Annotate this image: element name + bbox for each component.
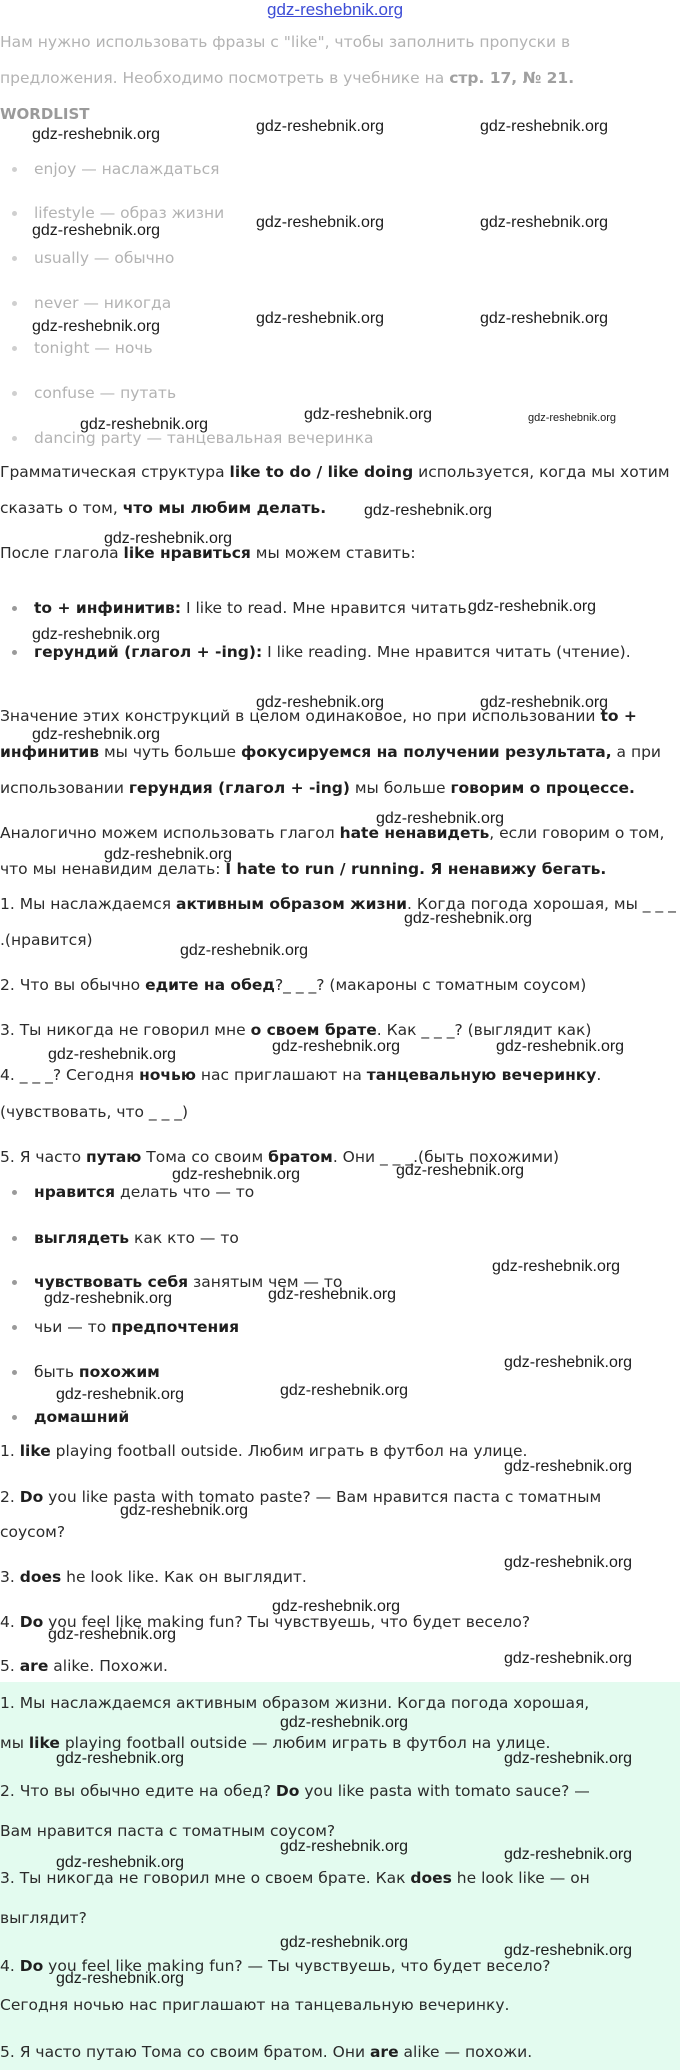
wordlist-item: lifestyle — образ жизни (34, 204, 225, 222)
grammar-bullet: герундий (глагол + -ing): I like reading. Мне нравится читать (чтение). (34, 643, 631, 661)
watermark: gdz-reshebnik.org (528, 412, 617, 424)
answer-line: Вам нравится паста с томатным соусом? (0, 1822, 336, 1840)
watermark: gdz-reshebnik.org (32, 726, 161, 743)
watermark: gdz-reshebnik.org (32, 318, 161, 335)
watermark: gdz-reshebnik.org (504, 1354, 633, 1371)
watermark: gdz-reshebnik.org (56, 1854, 185, 1871)
grammar-line: использовании герундия (глагол + -ing) мы больше говорим о процессе. (0, 779, 635, 797)
wordlist-item: usually — обычно (34, 249, 175, 267)
watermark: gdz-reshebnik.org (492, 1258, 621, 1275)
task-line: .(нравится) (0, 931, 93, 949)
watermark: gdz-reshebnik.org (120, 1502, 249, 1519)
watermark: gdz-reshebnik.org (504, 1458, 633, 1475)
task-line: 1. Мы наслаждаемся активным образом жизни. Когда погода хорошая, мы _ _ _ (0, 895, 676, 913)
watermark: gdz-reshebnik.org (280, 1714, 409, 1731)
watermark: gdz-reshebnik.org (280, 1382, 409, 1399)
watermark: gdz-reshebnik.org (268, 1286, 397, 1303)
wordlist-title: WORDLIST (0, 105, 90, 123)
answer-line: мы like playing football outside — любим играть в футбол на улице. (0, 1734, 551, 1752)
solution-line: 5. are alike. Похожи. (0, 1657, 168, 1675)
watermark: gdz-reshebnik.org (480, 694, 609, 711)
watermark: gdz-reshebnik.org (272, 1038, 401, 1055)
answer-line: 1. Мы наслаждаемся активным образом жизни. Когда погода хорошая, (0, 1694, 590, 1712)
solution-line: 1. like playing football outside. Любим играть в футбол на улице. (0, 1442, 528, 1460)
watermark: gdz-reshebnik.org (56, 1750, 185, 1767)
watermark: gdz-reshebnik.org (180, 942, 309, 959)
task-line: (чувствовать, что _ _ _) (0, 1103, 189, 1121)
solution-line: соусом? (0, 1523, 66, 1541)
watermark: gdz-reshebnik.org (80, 416, 209, 433)
answer-line: 4. Do you feel like making fun? — Ты чувствуешь, что будет весело? (0, 1957, 551, 1975)
watermark: gdz-reshebnik.org (32, 126, 161, 143)
watermark: gdz-reshebnik.org (256, 694, 385, 711)
intro-line-2: предложения. Необходимо посмотреть в учебнике на стр. 17, № 21. (0, 69, 575, 87)
watermark: gdz-reshebnik.org (496, 1038, 625, 1055)
task-line: 5. Я часто путаю Тома со своим братом. Они _ _ _.(быть похожими) (0, 1148, 560, 1166)
vocab-item: выглядеть как кто — то (34, 1229, 239, 1247)
answer-line: Сегодня ночью нас приглашают на танцевальную вечеринку. (0, 1996, 510, 2014)
site-link[interactable]: gdz-reshebnik.org (267, 0, 404, 19)
watermark: gdz-reshebnik.org (468, 598, 597, 615)
watermark: gdz-reshebnik.org (280, 1934, 409, 1951)
grammar-bullet: to + инфинитив: I like to read. Мне нравится читать. (34, 599, 472, 617)
watermark: gdz-reshebnik.org (48, 1046, 177, 1063)
wordlist-item: enjoy — наслаждаться (34, 160, 220, 178)
grammar-line: что мы ненавидим делать: I hate to run / running. Я ненавижу бегать. (0, 860, 607, 878)
watermark: gdz-reshebnik.org (256, 310, 385, 327)
wordlist-item: confuse — путать (34, 384, 177, 402)
grammar-line: сказать о том, что мы любим делать. (0, 499, 327, 517)
grammar-line: Грамматическая структура like to do / like doing используется, когда мы хотим (0, 463, 670, 481)
watermark: gdz-reshebnik.org (504, 1554, 633, 1571)
watermark: gdz-reshebnik.org (56, 1386, 185, 1403)
vocab-item: чьи — то предпочтения (34, 1318, 240, 1336)
vocab-item: быть похожим (34, 1363, 160, 1381)
wordlist-item: never — никогда (34, 294, 172, 312)
vocab-item: нравится делать что — то (34, 1183, 255, 1201)
watermark: gdz-reshebnik.org (32, 222, 161, 239)
watermark: gdz-reshebnik.org (504, 1846, 633, 1863)
intro-line-1: Нам нужно использовать фразы с "like", чтобы заполнить пропуски в (0, 33, 571, 51)
answer-line: 5. Я часто путаю Тома со своим братом. Они are alike — похожи. (0, 2043, 533, 2061)
grammar-line: После глагола like нравиться мы можем ставить: (0, 544, 416, 562)
watermark: gdz-reshebnik.org (256, 214, 385, 231)
watermark: gdz-reshebnik.org (480, 118, 609, 135)
watermark: gdz-reshebnik.org (504, 1942, 633, 1959)
wordlist-item: tonight — ночь (34, 339, 153, 357)
watermark: gdz-reshebnik.org (56, 1970, 185, 1987)
watermark: gdz-reshebnik.org (104, 846, 233, 863)
grammar-line: инфинитив мы чуть больше фокусируемся на получении результата, а при (0, 743, 662, 761)
watermark: gdz-reshebnik.org (272, 1598, 401, 1615)
watermark: gdz-reshebnik.org (504, 1750, 633, 1767)
watermark: gdz-reshebnik.org (44, 1290, 173, 1307)
grammar-line: Значение этих конструкций в целом одинаковое, но при использовании to + (0, 707, 637, 725)
watermark: gdz-reshebnik.org (280, 1838, 409, 1855)
task-line: 2. Что вы обычно едите на обед?_ _ _? (макароны с томатным соусом) (0, 976, 587, 994)
watermark: gdz-reshebnik.org (364, 502, 493, 519)
watermark: gdz-reshebnik.org (504, 1650, 633, 1667)
solution-line: 4. Do you feel like making fun? Ты чувствуешь, что будет весело? (0, 1613, 531, 1631)
solution-line: 3. does he look like. Как он выглядит. (0, 1568, 307, 1586)
watermark: gdz-reshebnik.org (48, 1626, 177, 1643)
solution-line: 2. Do you like pasta with tomato paste? — Вам нравится паста с томатным (0, 1488, 602, 1506)
watermark: gdz-reshebnik.org (480, 214, 609, 231)
watermark: gdz-reshebnik.org (32, 626, 161, 643)
grammar-line: Аналогично можем использовать глагол hate ненавидеть, если говорим о том, (0, 824, 665, 842)
watermark: gdz-reshebnik.org (404, 910, 533, 927)
task-line: 3. Ты никогда не говорил мне о своем брате. Как _ _ _? (выглядит как) (0, 1021, 592, 1039)
watermark: gdz-reshebnik.org (376, 810, 505, 827)
watermark: gdz-reshebnik.org (304, 406, 433, 423)
watermark: gdz-reshebnik.org (480, 310, 609, 327)
watermark: gdz-reshebnik.org (172, 1166, 301, 1183)
answer-line: выглядит? (0, 1909, 87, 1927)
vocab-item: домашний (34, 1408, 130, 1426)
watermark: gdz-reshebnik.org (396, 1162, 525, 1179)
task-line: 4. _ _ _? Сегодня ночью нас приглашают на танцевальную вечеринку. (0, 1066, 602, 1084)
answer-line: 2. Что вы обычно едите на обед? Do you like pasta with tomato sauce? — (0, 1782, 590, 1800)
wordlist-item: dancing party — танцевальная вечеринка (34, 429, 374, 447)
vocab-item: чувствовать себя занятым чем — то (34, 1273, 343, 1291)
answer-line: 3. Ты никогда не говорил мне о своем брате. Как does he look like — он (0, 1869, 590, 1887)
watermark: gdz-reshebnik.org (104, 530, 233, 547)
watermark: gdz-reshebnik.org (256, 118, 385, 135)
